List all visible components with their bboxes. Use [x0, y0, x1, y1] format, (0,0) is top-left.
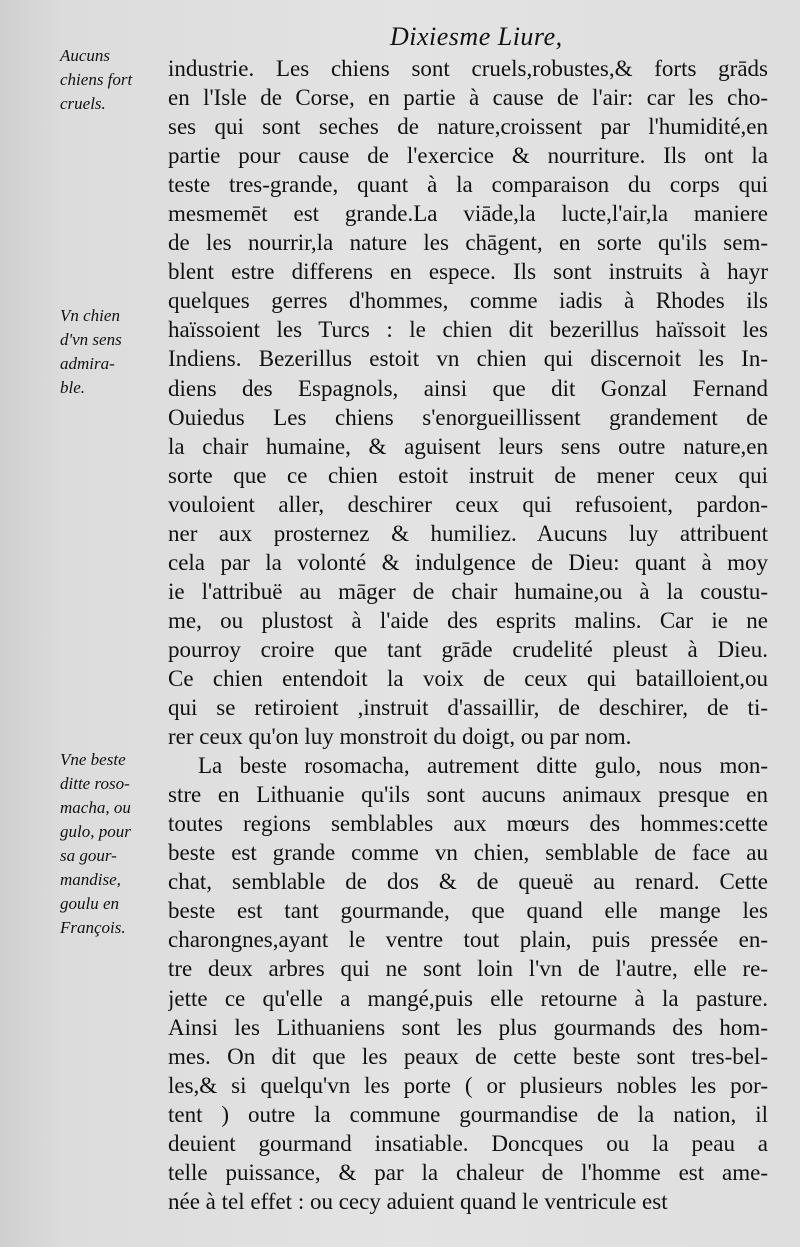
margin-note-aucuns-chiens: [60, 44, 170, 116]
text-line: rer ceux qu'on luy monstroit du doigt, ou par nom.: [168, 724, 632, 750]
margin-note-vne-beste: [60, 748, 170, 940]
text-line: née à tel effet : ou cecy aduient quand le ventricule est: [168, 1188, 668, 1214]
margin-note-line: ditte roso-: [60, 774, 130, 793]
text-line: blent estre differens en espece. Ils sont instruits à hayr: [168, 259, 768, 285]
text-line: ner aux prosternez & humiliez. Aucuns luy attribuent: [168, 520, 768, 546]
text-line: tent ) outre la commune gourmandise de la nation, il: [168, 1101, 768, 1127]
margin-note-line: Vne beste: [60, 750, 126, 769]
margin-note-line: ble.: [60, 378, 86, 397]
margin-note-line: mandise,: [60, 870, 121, 889]
text-line: beste est tant gourmande, que quand elle mange les: [168, 898, 768, 924]
text-line: en l'Isle de Corse, en partie à cause de l'air: car les cho-: [168, 85, 768, 111]
margin-note-line: Vn chien: [60, 306, 120, 325]
text-line: deuient gourmand insatiable. Doncques ou la peau a: [168, 1130, 768, 1156]
margin-note-line: chiens fort: [60, 70, 133, 89]
text-line: La beste rosomacha, autrement ditte gulo, nous mon-: [198, 753, 768, 779]
text-line: pourroy croire que tant grāde crudelité pleust à Dieu.: [168, 636, 768, 662]
text-line: tre deux arbres qui ne sont loin l'vn de l'autre, elle re-: [168, 956, 768, 982]
text-line: me, ou plustost à l'aide des esprits malins. Car ie ne: [168, 607, 768, 633]
text-line: mesmemēt est grande.La viāde,la lucte,l'air,la maniere: [168, 201, 768, 227]
text-line: sorte que ce chien estoit instruit de mener ceux qui: [168, 462, 768, 488]
text-line: Ouiedus Les chiens s'enorgueillissent grandement de: [168, 404, 768, 430]
margin-note-line: cruels.: [60, 94, 106, 113]
text-line: chat, semblable de dos & de queuë au renard. Cette: [168, 869, 768, 895]
margin-note-line: admira-: [60, 354, 115, 373]
margin-note-line: macha, ou: [60, 798, 131, 817]
text-line: jette ce qu'elle a mangé,puis elle retourne à la pasture.: [168, 985, 768, 1011]
text-line: de les nourrir,la nature les chāgent, en sorte qu'ils sem-: [168, 230, 768, 256]
margin-note-line: sa gour-: [60, 846, 117, 865]
text-line: charongnes,ayant le ventre tout plain, puis pressée en-: [168, 927, 768, 953]
body-text: [168, 54, 768, 1216]
text-line: partie pour cause de l'exercice & nourriture. Ils ont la: [168, 143, 768, 169]
text-line: vouloient aller, deschirer ceux qui refusoient, pardon-: [168, 491, 768, 517]
text-line: teste tres-grande, quant à la comparaison du corps qui: [168, 172, 768, 198]
margin-note-line: Aucuns: [60, 46, 111, 65]
margin-note-vn-chien: [60, 304, 170, 400]
text-line: Ce chien entendoit la voix de ceux qui batailloient,ou: [168, 665, 768, 691]
text-line: stre en Lithuanie qu'ils sont aucuns animaux presque en: [168, 782, 768, 808]
text-line: quelques gerres d'hommes, comme iadis à Rhodes ils: [168, 288, 768, 314]
margin-note-line: d'vn sens: [60, 330, 122, 349]
margin-note-line: goulu en: [60, 894, 120, 913]
text-line: diens des Espagnols, ainsi que dit Gonzal Fernand: [168, 375, 768, 401]
text-line: les,& si quelqu'vn les porte ( or plusieurs nobles les por-: [168, 1072, 768, 1098]
text-line: ses qui sont seches de nature,croissent par l'humidité,en: [168, 114, 768, 140]
text-line: Indiens. Bezerillus estoit vn chien qui discernoit les In-: [168, 346, 768, 372]
text-line: Ainsi les Lithuaniens sont les plus gourmands des hom-: [168, 1014, 768, 1040]
text-line: mes. On dit que les peaux de cette beste sont tres-bel-: [168, 1043, 768, 1069]
running-header: Dixiesme Liure,: [390, 22, 563, 51]
text-line: industrie. Les chiens sont cruels,robustes,& forts grāds: [168, 56, 768, 81]
text-line: haïssoient les Turcs : le chien dit bezerillus haïssoit les: [168, 317, 768, 343]
margin-note-line: gulo, pour: [60, 822, 131, 841]
text-line: cela par la volonté & indulgence de Dieu: quant à moy: [168, 549, 768, 575]
text-line: toutes regions semblables aux mœurs des hommes:cette: [168, 811, 768, 837]
margin-note-line: François.: [60, 918, 126, 937]
text-line: ie l'attribuë au māger de chair humaine,ou à la coustu-: [168, 578, 768, 604]
text-line: beste est grande comme vn chien, semblable de face au: [168, 840, 768, 866]
text-line: la chair humaine, & aguisent leurs sens outre nature,en: [168, 433, 768, 459]
text-line: qui se retiroient ,instruit d'assaillir, de deschirer, de ti-: [168, 695, 768, 721]
text-line: telle puissance, & par la chaleur de l'homme est ame-: [168, 1159, 768, 1185]
